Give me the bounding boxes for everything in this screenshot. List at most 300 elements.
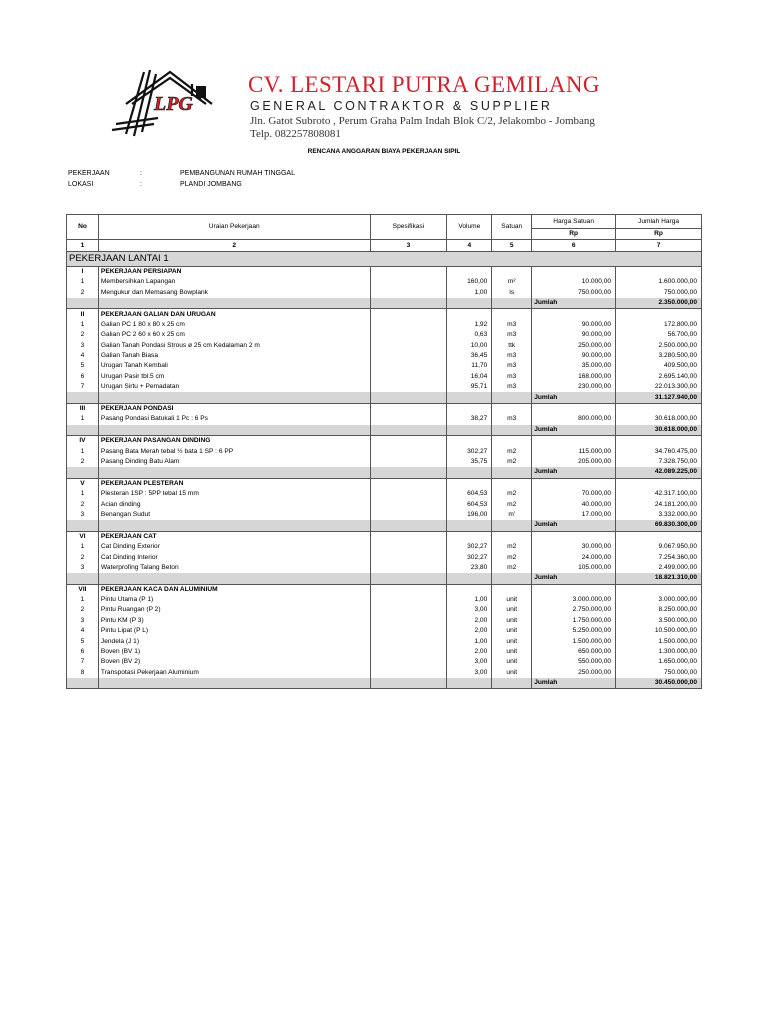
- total-label: Jumlah: [532, 678, 616, 689]
- item-jumlah-harga: 22.013.300,00: [616, 382, 702, 392]
- empty-cell: [447, 573, 492, 584]
- col-number: 2: [98, 240, 370, 251]
- table-row: [67, 657, 702, 667]
- floor-heading: PEKERJAAN LANTAI 1: [67, 251, 702, 266]
- item-volume: 16,04: [447, 372, 492, 382]
- empty-cell: [492, 298, 532, 309]
- empty-cell: [492, 436, 532, 447]
- empty-cell: [98, 392, 370, 403]
- total-label: Jumlah: [532, 467, 616, 478]
- item-no: 1: [67, 595, 99, 605]
- empty-cell: [370, 531, 447, 542]
- empty-cell: [532, 478, 616, 489]
- item-no: 7: [67, 382, 99, 392]
- item-spesifikasi: [370, 657, 447, 667]
- empty-cell: [447, 392, 492, 403]
- lokasi-value: PLANDI JOMBANG: [180, 181, 242, 188]
- item-spesifikasi: [370, 647, 447, 657]
- section-total-row: [67, 392, 702, 403]
- item-harga-satuan: 10.000,00: [532, 277, 616, 287]
- rab-table: [66, 214, 702, 689]
- section-heading-row: [67, 403, 702, 414]
- empty-cell: [492, 425, 532, 436]
- item-jumlah-harga: 2.500.000,00: [616, 341, 702, 351]
- item-volume: 2,00: [447, 626, 492, 636]
- section-total-row: [67, 520, 702, 531]
- item-spesifikasi: [370, 372, 447, 382]
- item-uraian: Acian dinding: [98, 499, 370, 509]
- empty-cell: [67, 392, 99, 403]
- empty-cell: [532, 309, 616, 320]
- item-volume: 2,00: [447, 616, 492, 626]
- table-row: [67, 277, 702, 287]
- item-uraian: Mengukur dan Memasang Bowplank: [98, 288, 370, 298]
- empty-cell: [98, 298, 370, 309]
- table-row: [67, 552, 702, 562]
- empty-cell: [616, 403, 702, 414]
- item-harga-satuan: 230.000,00: [532, 382, 616, 392]
- empty-cell: [98, 467, 370, 478]
- header-rp-jumlah: Rp: [616, 229, 702, 240]
- item-spesifikasi: [370, 605, 447, 615]
- table-row: [67, 320, 702, 330]
- section-total: 42.089.225,00: [616, 467, 702, 478]
- item-uraian: Pintu KM (P 3): [98, 616, 370, 626]
- empty-cell: [532, 531, 616, 542]
- section-title: PEKERJAAN CAT: [98, 531, 370, 542]
- item-volume: 604,53: [447, 489, 492, 499]
- empty-cell: [616, 266, 702, 277]
- empty-cell: [370, 467, 447, 478]
- item-volume: 1,92: [447, 320, 492, 330]
- item-spesifikasi: [370, 626, 447, 636]
- item-spesifikasi: [370, 277, 447, 287]
- item-spesifikasi: [370, 320, 447, 330]
- section-roman: I: [67, 266, 99, 277]
- item-spesifikasi: [370, 510, 447, 520]
- item-no: 1: [67, 414, 99, 424]
- empty-cell: [492, 573, 532, 584]
- col-number: 4: [447, 240, 492, 251]
- item-volume: 2,00: [447, 647, 492, 657]
- item-no: 1: [67, 489, 99, 499]
- item-harga-satuan: 30.000,00: [532, 542, 616, 552]
- empty-cell: [447, 403, 492, 414]
- item-volume: 1,00: [447, 288, 492, 298]
- item-uraian: Cat Dinding Interior: [98, 552, 370, 562]
- empty-cell: [616, 309, 702, 320]
- table-row: [67, 636, 702, 646]
- item-no: 2: [67, 288, 99, 298]
- item-uraian: Galian Tanah Biasa: [98, 351, 370, 361]
- item-satuan: unit: [492, 616, 532, 626]
- section-heading-row: [67, 531, 702, 542]
- header-rp-harga: Rp: [532, 229, 616, 240]
- item-volume: 35,75: [447, 457, 492, 467]
- table-row: [67, 542, 702, 552]
- item-spesifikasi: [370, 382, 447, 392]
- item-spesifikasi: [370, 351, 447, 361]
- floor-heading-row: [67, 251, 702, 266]
- header-volume: Volume: [447, 215, 492, 240]
- empty-cell: [67, 573, 99, 584]
- logo-lettering: LPG: [154, 93, 193, 115]
- item-satuan: m²: [492, 277, 532, 287]
- empty-cell: [370, 403, 447, 414]
- empty-cell: [616, 584, 702, 595]
- item-uraian: Benangan Sudut: [98, 510, 370, 520]
- item-jumlah-harga: 1.300.000,00: [616, 647, 702, 657]
- item-jumlah-harga: 3.332.000,00: [616, 510, 702, 520]
- item-harga-satuan: 17.000,00: [532, 510, 616, 520]
- item-harga-satuan: 800.000,00: [532, 414, 616, 424]
- total-label: Jumlah: [532, 573, 616, 584]
- item-volume: 302,27: [447, 552, 492, 562]
- item-harga-satuan: 1.750.000,00: [532, 616, 616, 626]
- section-total-row: [67, 425, 702, 436]
- item-satuan: unit: [492, 626, 532, 636]
- item-harga-satuan: 2.750.000,00: [532, 605, 616, 615]
- empty-cell: [492, 584, 532, 595]
- empty-cell: [98, 520, 370, 531]
- item-jumlah-harga: 1.650.000,00: [616, 657, 702, 667]
- empty-cell: [370, 392, 447, 403]
- item-harga-satuan: 250.000,00: [532, 668, 616, 678]
- section-total: 30.618.000,00: [616, 425, 702, 436]
- section-heading-row: [67, 309, 702, 320]
- item-no: 2: [67, 330, 99, 340]
- empty-cell: [370, 584, 447, 595]
- item-satuan: m2: [492, 457, 532, 467]
- empty-cell: [447, 520, 492, 531]
- table-row: [67, 361, 702, 371]
- company-logo: [108, 66, 243, 138]
- item-uraian: Urugan Pasir tbl.5 cm: [98, 372, 370, 382]
- item-harga-satuan: 550.000,00: [532, 657, 616, 667]
- empty-cell: [447, 478, 492, 489]
- table-row: [67, 595, 702, 605]
- item-no: 2: [67, 605, 99, 615]
- empty-cell: [532, 403, 616, 414]
- empty-cell: [492, 531, 532, 542]
- empty-cell: [616, 531, 702, 542]
- item-volume: 3,00: [447, 605, 492, 615]
- total-label: Jumlah: [532, 298, 616, 309]
- company-address: Jln. Gatot Subroto , Perum Graha Palm Indah Blok C/2, Jelakombo - Jombang: [250, 115, 595, 127]
- item-harga-satuan: 90.000,00: [532, 320, 616, 330]
- item-satuan: unit: [492, 657, 532, 667]
- item-spesifikasi: [370, 288, 447, 298]
- header-harga-satuan: Harga Satuan: [532, 215, 616, 229]
- header-spesifikasi: Spesifikasi: [370, 215, 447, 240]
- empty-cell: [98, 425, 370, 436]
- section-roman: V: [67, 478, 99, 489]
- item-spesifikasi: [370, 457, 447, 467]
- section-title: PEKERJAAN GALIAN DAN URUGAN: [98, 309, 370, 320]
- col-number: 6: [532, 240, 616, 251]
- item-harga-satuan: 90.000,00: [532, 330, 616, 340]
- item-harga-satuan: 35.000,00: [532, 361, 616, 371]
- item-uraian: Galian PC 1 80 x 80 x 25 cm: [98, 320, 370, 330]
- table-row: [67, 489, 702, 499]
- empty-cell: [492, 678, 532, 689]
- item-satuan: m3: [492, 361, 532, 371]
- header-satuan: Satuan: [492, 215, 532, 240]
- item-volume: 196,00: [447, 510, 492, 520]
- item-uraian: Membersihkan Lapangan: [98, 277, 370, 287]
- item-satuan: unit: [492, 595, 532, 605]
- item-uraian: Galian Tanah Pondasi Strous ø 25 cm Kedalaman 2 m: [98, 341, 370, 351]
- item-volume: 1,00: [447, 595, 492, 605]
- empty-cell: [616, 436, 702, 447]
- item-jumlah-harga: 1.600.000,00: [616, 277, 702, 287]
- item-uraian: Urugan Sirtu + Pemadatan: [98, 382, 370, 392]
- item-satuan: m3: [492, 414, 532, 424]
- section-title: PEKERJAAN PONDASI: [98, 403, 370, 414]
- item-uraian: Jendela (J 1): [98, 636, 370, 646]
- item-harga-satuan: 205.000,00: [532, 457, 616, 467]
- item-satuan: m': [492, 510, 532, 520]
- item-harga-satuan: 250.000,00: [532, 341, 616, 351]
- table-row: [67, 382, 702, 392]
- table-row: [67, 510, 702, 520]
- item-spesifikasi: [370, 446, 447, 456]
- table-row: [67, 457, 702, 467]
- item-spesifikasi: [370, 330, 447, 340]
- item-volume: 1,00: [447, 636, 492, 646]
- empty-cell: [370, 425, 447, 436]
- empty-cell: [492, 467, 532, 478]
- empty-cell: [98, 678, 370, 689]
- item-satuan: unit: [492, 647, 532, 657]
- item-volume: 0,63: [447, 330, 492, 340]
- empty-cell: [447, 298, 492, 309]
- item-jumlah-harga: 3.500.000,00: [616, 616, 702, 626]
- empty-cell: [492, 478, 532, 489]
- item-jumlah-harga: 750.000,00: [616, 288, 702, 298]
- section-total-row: [67, 573, 702, 584]
- item-satuan: ttk: [492, 341, 532, 351]
- item-jumlah-harga: 42.317.100,00: [616, 489, 702, 499]
- item-jumlah-harga: 9.067.950,00: [616, 542, 702, 552]
- section-title: PEKERJAAN PERSIAPAN: [98, 266, 370, 277]
- item-volume: 160,00: [447, 277, 492, 287]
- pekerjaan-colon: :: [140, 170, 142, 177]
- item-no: 6: [67, 372, 99, 382]
- item-jumlah-harga: 409.500,00: [616, 361, 702, 371]
- item-jumlah-harga: 24.181.200,00: [616, 499, 702, 509]
- empty-cell: [370, 478, 447, 489]
- item-harga-satuan: 750.000,00: [532, 288, 616, 298]
- item-uraian: Galian PC 2 60 x 60 x 25 cm: [98, 330, 370, 340]
- empty-cell: [370, 436, 447, 447]
- table-row: [67, 330, 702, 340]
- table-row: [67, 647, 702, 657]
- section-total: 18.821.310,00: [616, 573, 702, 584]
- item-spesifikasi: [370, 489, 447, 499]
- item-jumlah-harga: 56.700,00: [616, 330, 702, 340]
- item-jumlah-harga: 10.500.000,00: [616, 626, 702, 636]
- item-uraian: Urugan Tanah Kembali: [98, 361, 370, 371]
- item-spesifikasi: [370, 552, 447, 562]
- section-roman: II: [67, 309, 99, 320]
- item-harga-satuan: 40.000,00: [532, 499, 616, 509]
- item-volume: 36,45: [447, 351, 492, 361]
- section-total: 69.830.300,00: [616, 520, 702, 531]
- item-no: 3: [67, 510, 99, 520]
- item-no: 3: [67, 616, 99, 626]
- empty-cell: [492, 309, 532, 320]
- item-uraian: Pasang Dinding Batu Alam: [98, 457, 370, 467]
- item-no: 2: [67, 457, 99, 467]
- item-no: 1: [67, 542, 99, 552]
- item-harga-satuan: 3.000.000,00: [532, 595, 616, 605]
- item-satuan: m3: [492, 330, 532, 340]
- item-uraian: Plesteran 1SP : 5PP tebal 15 mm: [98, 489, 370, 499]
- item-volume: 3,00: [447, 668, 492, 678]
- table-row: [67, 499, 702, 509]
- section-total-row: [67, 298, 702, 309]
- item-satuan: ls: [492, 288, 532, 298]
- empty-cell: [492, 266, 532, 277]
- company-phone: Telp. 082257808081: [250, 128, 341, 140]
- item-satuan: m2: [492, 489, 532, 499]
- empty-cell: [370, 678, 447, 689]
- table-row: [67, 605, 702, 615]
- item-uraian: Transpotasi Pekerjaan Aluminium: [98, 668, 370, 678]
- item-uraian: Pintu Lipat (P L): [98, 626, 370, 636]
- section-total: 2.350.000,00: [616, 298, 702, 309]
- item-jumlah-harga: 3.280.500,00: [616, 351, 702, 361]
- item-no: 1: [67, 446, 99, 456]
- section-title: PEKERJAAN KACA DAN ALUMINIUM: [98, 584, 370, 595]
- item-no: 3: [67, 341, 99, 351]
- table-row: [67, 668, 702, 678]
- item-satuan: m2: [492, 446, 532, 456]
- total-label: Jumlah: [532, 425, 616, 436]
- item-no: 4: [67, 351, 99, 361]
- item-spesifikasi: [370, 616, 447, 626]
- empty-cell: [370, 266, 447, 277]
- item-no: 8: [67, 668, 99, 678]
- col-number: 7: [616, 240, 702, 251]
- section-heading-row: [67, 266, 702, 277]
- table-row: [67, 351, 702, 361]
- item-jumlah-harga: 7.254.360,00: [616, 552, 702, 562]
- company-name: CV. LESTARI PUTRA GEMILANG: [248, 72, 600, 97]
- section-total: 31.127.940,00: [616, 392, 702, 403]
- column-number-row: [67, 240, 702, 251]
- item-volume: 604,53: [447, 499, 492, 509]
- item-spesifikasi: [370, 341, 447, 351]
- empty-cell: [67, 425, 99, 436]
- empty-cell: [67, 678, 99, 689]
- empty-cell: [492, 520, 532, 531]
- item-uraian: Waterprofing Talang Beton: [98, 563, 370, 573]
- item-volume: 11,70: [447, 361, 492, 371]
- header-uraian: Uraian Pekerjaan: [98, 215, 370, 240]
- item-satuan: m2: [492, 499, 532, 509]
- item-satuan: unit: [492, 636, 532, 646]
- item-satuan: m2: [492, 563, 532, 573]
- item-satuan: m3: [492, 351, 532, 361]
- item-spesifikasi: [370, 595, 447, 605]
- item-harga-satuan: 105.000,00: [532, 563, 616, 573]
- empty-cell: [67, 520, 99, 531]
- item-satuan: m3: [492, 372, 532, 382]
- section-roman: VII: [67, 584, 99, 595]
- item-satuan: m3: [492, 382, 532, 392]
- item-spesifikasi: [370, 414, 447, 424]
- item-no: 1: [67, 277, 99, 287]
- empty-cell: [67, 467, 99, 478]
- col-number: 5: [492, 240, 532, 251]
- item-uraian: Pasang Pondasi Batukali 1 Pc : 6 Ps: [98, 414, 370, 424]
- item-spesifikasi: [370, 668, 447, 678]
- item-volume: 10,00: [447, 341, 492, 351]
- item-uraian: Pasang Bata Merah tebal ½ bata 1 SP : 6 PP: [98, 446, 370, 456]
- item-jumlah-harga: 2.499.000,00: [616, 563, 702, 573]
- col-number: 3: [370, 240, 447, 251]
- empty-cell: [370, 298, 447, 309]
- item-satuan: unit: [492, 668, 532, 678]
- empty-cell: [370, 573, 447, 584]
- item-spesifikasi: [370, 542, 447, 552]
- item-spesifikasi: [370, 499, 447, 509]
- item-jumlah-harga: 1.500.000,00: [616, 636, 702, 646]
- item-uraian: Boven (BV 1): [98, 647, 370, 657]
- item-harga-satuan: 650.000,00: [532, 647, 616, 657]
- empty-cell: [447, 436, 492, 447]
- section-total-row: [67, 678, 702, 689]
- empty-cell: [98, 573, 370, 584]
- item-volume: 302,27: [447, 542, 492, 552]
- empty-cell: [532, 266, 616, 277]
- item-harga-satuan: 115.000,00: [532, 446, 616, 456]
- empty-cell: [447, 266, 492, 277]
- empty-cell: [492, 392, 532, 403]
- item-uraian: Cat Dinding Exterior: [98, 542, 370, 552]
- table-row: [67, 616, 702, 626]
- item-no: 2: [67, 499, 99, 509]
- item-satuan: m3: [492, 320, 532, 330]
- item-harga-satuan: 1.500.000,00: [532, 636, 616, 646]
- item-no: 6: [67, 647, 99, 657]
- table-row: [67, 563, 702, 573]
- item-uraian: Pintu Utama (P 1): [98, 595, 370, 605]
- section-heading-row: [67, 478, 702, 489]
- empty-cell: [492, 403, 532, 414]
- item-harga-satuan: 24.000,00: [532, 552, 616, 562]
- section-title: PEKERJAAN PASANGAN DINDING: [98, 436, 370, 447]
- item-no: 4: [67, 626, 99, 636]
- empty-cell: [370, 309, 447, 320]
- section-total: 30.450.000,00: [616, 678, 702, 689]
- item-jumlah-harga: 172.800,00: [616, 320, 702, 330]
- item-volume: 23,80: [447, 563, 492, 573]
- item-jumlah-harga: 2.695.140,00: [616, 372, 702, 382]
- empty-cell: [447, 425, 492, 436]
- item-satuan: m2: [492, 552, 532, 562]
- table-body: [67, 266, 702, 689]
- item-jumlah-harga: 3.000.000,00: [616, 595, 702, 605]
- table-row: [67, 414, 702, 424]
- table-row: [67, 288, 702, 298]
- document-title: RENCANA ANGGARAN BIAYA PEKERJAAN SIPIL: [307, 148, 461, 155]
- item-satuan: m2: [492, 542, 532, 552]
- item-harga-satuan: 90.000,00: [532, 351, 616, 361]
- item-jumlah-harga: 7.328.750,00: [616, 457, 702, 467]
